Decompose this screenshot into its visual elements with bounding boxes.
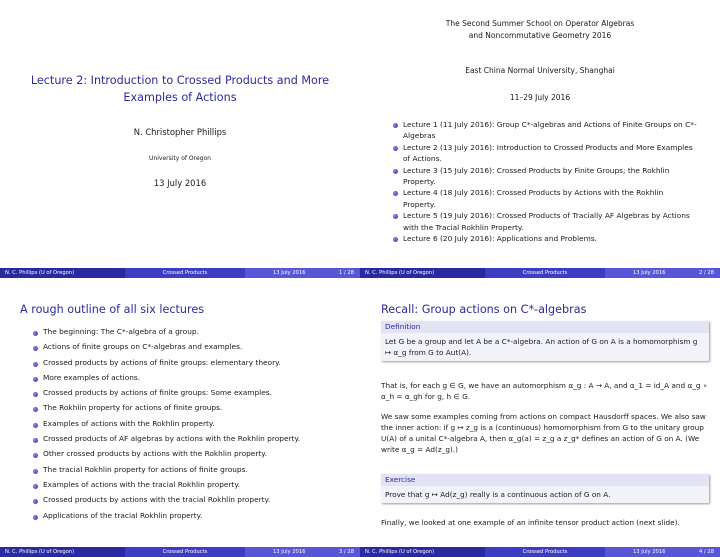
school-name-line1: The Second Summer School on Operator Algebras [445, 19, 635, 28]
inner-action-text: We saw some examples coming from actions on compact Hausdorff spaces. We also saw the inner action: if g ↦ z_g is a (continuous) homomorphism from G to the unitary group U(A) of a unital C*-algebra A, then α_g(a) = z_g a z_g* defines an action of G on A. (We write α_g = Ad(z_g).) [381, 412, 706, 454]
footer-page: 1 / 28 [339, 270, 354, 276]
lecture-title-line2: Examples of Actions [123, 91, 237, 104]
list-item: Examples of actions with the tracial Rokhlin property. [33, 480, 353, 489]
footer-author: N. C. Phillips (U of Oregon) [0, 547, 125, 557]
outline-list [33, 327, 353, 526]
slide-footer [360, 268, 720, 278]
footer-page: 4 / 28 [699, 549, 714, 555]
footer-title: Crossed Products [125, 547, 245, 557]
frame-title: A rough outline of all six lectures [20, 303, 205, 316]
footer-title: Crossed Products [125, 268, 245, 278]
footer-date: 13 July 2016 [273, 549, 306, 555]
list-item: Applications of the tracial Rokhlin property. [33, 511, 353, 520]
footer-right [245, 268, 360, 278]
footer-right [245, 547, 360, 557]
lecture-date: 13 July 2016 [153, 178, 207, 188]
exercise-block [381, 474, 709, 503]
footer-right [605, 268, 720, 278]
list-item: Lecture 1 (11 July 2016): Group C*-algebras and Actions of Finite Groups on C*-Algebras [393, 119, 698, 142]
list-item: Crossed products by actions of finite groups: elementary theory. [33, 358, 353, 367]
footer-page: 3 / 28 [339, 549, 354, 555]
list-item: Lecture 4 (18 July 2016): Crossed Products by Actions with the Rokhlin Property. [393, 187, 698, 210]
frame-title: Recall: Group actions on C*-algebras [381, 303, 587, 316]
list-item: Crossed products by actions of finite groups: Some examples. [33, 388, 353, 397]
slide-footer [360, 547, 720, 557]
definition-heading: Definition [381, 321, 709, 333]
exercise-heading: Exercise [381, 474, 709, 486]
university: East China Normal University, Shanghai [465, 66, 615, 75]
list-item: Examples of actions with the Rokhlin property. [33, 419, 353, 428]
slide-3 [0, 279, 360, 557]
footer-author: N. C. Phillips (U of Oregon) [360, 268, 485, 278]
list-item: Lecture 5 (19 July 2016): Crossed Products of Tracially AF Algebras by Actions with the Tracial Rokhlin Property. [393, 210, 698, 233]
footer-date: 13 July 2016 [633, 549, 666, 555]
footer-title: Crossed Products [485, 547, 605, 557]
slide-4 [360, 279, 720, 557]
lecture-list [393, 119, 698, 244]
list-item: Lecture 2 (13 July 2016): Introduction to Crossed Products and More Examples of Actions. [393, 142, 698, 165]
list-item: The tracial Rokhlin property for actions of finite groups. [33, 465, 353, 474]
footer-date: 13 July 2016 [633, 270, 666, 276]
school-name-line2: and Noncommutative Geometry 2016 [468, 31, 612, 40]
slide-footer [0, 268, 360, 278]
school-dates: 11–29 July 2016 [509, 93, 571, 102]
institution: University of Oregon [149, 155, 211, 162]
list-item: More examples of actions. [33, 373, 353, 382]
list-item: Crossed products by actions with the tracial Rokhlin property. [33, 495, 353, 504]
footer-page: 2 / 28 [699, 270, 714, 276]
footer-author: N. C. Phillips (U of Oregon) [0, 268, 125, 278]
slide-2 [360, 0, 720, 278]
list-item: Actions of finite groups on C*-algebras and examples. [33, 342, 353, 351]
list-item: Crossed products of AF algebras by actions with the Rokhlin property. [33, 434, 353, 443]
definition-text: Let G be a group and let A be a C*-algebra. An action of G on A is a homomorphism g ↦ α_g from G to Aut(A). [381, 333, 709, 361]
school-name [360, 18, 720, 42]
lecture-title [0, 72, 360, 106]
footer-title: Crossed Products [485, 268, 605, 278]
slide-footer [0, 547, 360, 557]
list-item: The Rokhlin property for actions of finite groups. [33, 403, 353, 412]
definition-block [381, 321, 709, 361]
list-item: Lecture 3 (15 July 2016): Crossed Products by Finite Groups; the Rokhlin Property. [393, 165, 698, 188]
footer-right [605, 547, 720, 557]
action-explanation: That is, for each g ∈ G, we have an automorphism α_g : A → A, and α_1 = id_A and α_g ∘ α_h = α_gh for g, h ∈ G. [381, 381, 708, 401]
closing-text: Finally, we looked at one example of an infinite tensor product action (next slide). [381, 518, 680, 527]
slide-1 [0, 0, 360, 278]
footer-author: N. C. Phillips (U of Oregon) [360, 547, 485, 557]
footer-date: 13 July 2016 [273, 270, 306, 276]
list-item: Other crossed products by actions with the Rokhlin property. [33, 449, 353, 458]
list-item: The beginning: The C*-algebra of a group. [33, 327, 353, 336]
list-item: Lecture 6 (20 July 2016): Applications and Problems. [393, 233, 698, 244]
exercise-text: Prove that g ↦ Ad(z_g) really is a continuous action of G on A. [381, 486, 709, 503]
author-name: N. Christopher Phillips [133, 127, 227, 137]
lecture-title-line1: Lecture 2: Introduction to Crossed Products and More [30, 74, 330, 87]
